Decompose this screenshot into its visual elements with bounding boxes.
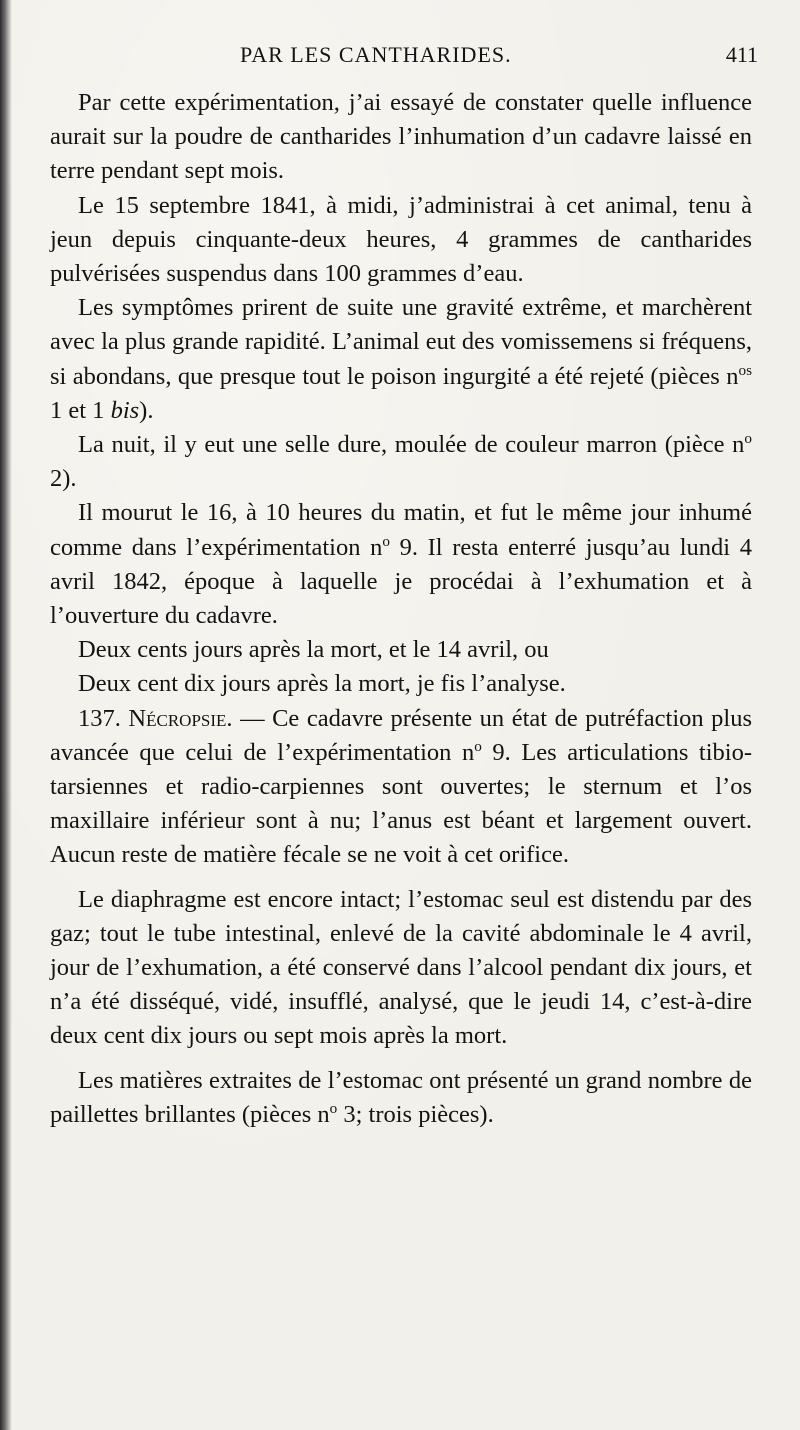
paragraph-6: [50, 633, 752, 667]
paragraph-10: [50, 1064, 752, 1132]
superscript: os: [738, 361, 752, 379]
paragraph-2: [50, 189, 752, 292]
section-heading-necropsie: Nécropsie.: [128, 704, 233, 732]
paragraph-10-text-b: 3; trois pièces).: [337, 1100, 494, 1128]
paragraph-1: [50, 86, 752, 189]
paragraph-9-text: Le diaphragme est encore intact; l’estomac seul est distendu par des gaz; tout le tube intestinal, enlevé de la cavité abdominale le 4 avril, jour de l’exhumation, a été conservé dans l’alcool pendant dix jours, et n’a été disséqué, vidé, insufflé, analysé, que le jeudi 14, c’est-à-dire deux cent dix jours ou sept mois après la mort.: [50, 885, 752, 1050]
paragraph-4-text: La nuit, il y eut une selle dure, moulée de couleur marron (pièce n: [78, 431, 745, 459]
superscript: o: [329, 1099, 338, 1117]
superscript: o: [474, 737, 482, 755]
running-title: PAR LES CANTHARIDES.: [240, 42, 512, 67]
paragraph-8: [50, 702, 752, 873]
page-header: [60, 38, 760, 78]
italic-bis: bis: [110, 396, 140, 424]
paragraph-10-text: Les matières extraites de l’estomac ont présenté un grand nombre de paillettes brillantes (pièces n: [50, 1066, 752, 1128]
paragraph-4-text-b: 2).: [50, 465, 77, 493]
page-number: 411: [725, 42, 758, 67]
paragraph-2-text: Le 15 septembre 1841, à midi, j’administrai à cet animal, tenu à jeun depuis cinquante-deux heures, 4 grammes de cantharides pulvérisées suspendus dans 100 grammes d’eau.: [50, 191, 752, 288]
body-text: [50, 86, 752, 1132]
paragraph-5-text: Il mourut le 16, à 10 heures du matin, et fut le même jour inhumé comme dans l’expérimentation n: [50, 499, 752, 561]
paragraph-9: [50, 883, 752, 1054]
page-binding-shadow: [0, 0, 12, 1430]
paragraph-3-text: Les symptômes prirent de suite une gravité extrême, et marchèrent avec la plus grande rapidité. L’animal eut des vomissemens si fréquens, si abondans, que presque tout le poison ingurgité a été rejeté (pièces n: [50, 294, 752, 390]
paragraph-8-text-b: 9. Les articulations tibio-tarsiennes et radio-carpiennes sont ouvertes; le sternum et l’os maxillaire inférieur sont à nu; l’anus est béant et largement ouvert. Aucun reste de matière fécale se ne voit à cet orifice.: [50, 738, 752, 869]
superscript: o: [382, 532, 390, 550]
paragraph-1-text: Par cette expérimentation, j’ai essayé de constater quelle influence aurait sur la poudre de cantharides l’inhumation d’un cadavre laissé en terre pendant sept mois.: [50, 89, 752, 185]
paragraph-4: [50, 428, 752, 496]
paragraph-6-text: Deux cents jours après la mort, et le 14 avril, ou: [78, 636, 549, 664]
paragraph-3-text-b: 1 et 1: [50, 396, 111, 424]
paragraph-7: [50, 667, 752, 701]
superscript: o: [744, 429, 752, 447]
paragraph-3-text-c: ).: [139, 396, 154, 424]
paragraph-8-text: — Ce cadavre présente un état de putréfaction plus avancée que celui de l’expérimentation n: [50, 704, 752, 766]
paragraph-5-text-b: 9. Il resta enterré jusqu’au lundi 4 avril 1842, époque à laquelle je procédai à l’exhumation et à l’ouverture du cadavre.: [50, 533, 753, 630]
paragraph-3: [50, 291, 752, 428]
section-number: 137.: [78, 704, 129, 732]
paragraph-5: [50, 496, 752, 633]
paragraph-7-text: Deux cent dix jours après la mort, je fis l’analyse.: [78, 670, 566, 698]
